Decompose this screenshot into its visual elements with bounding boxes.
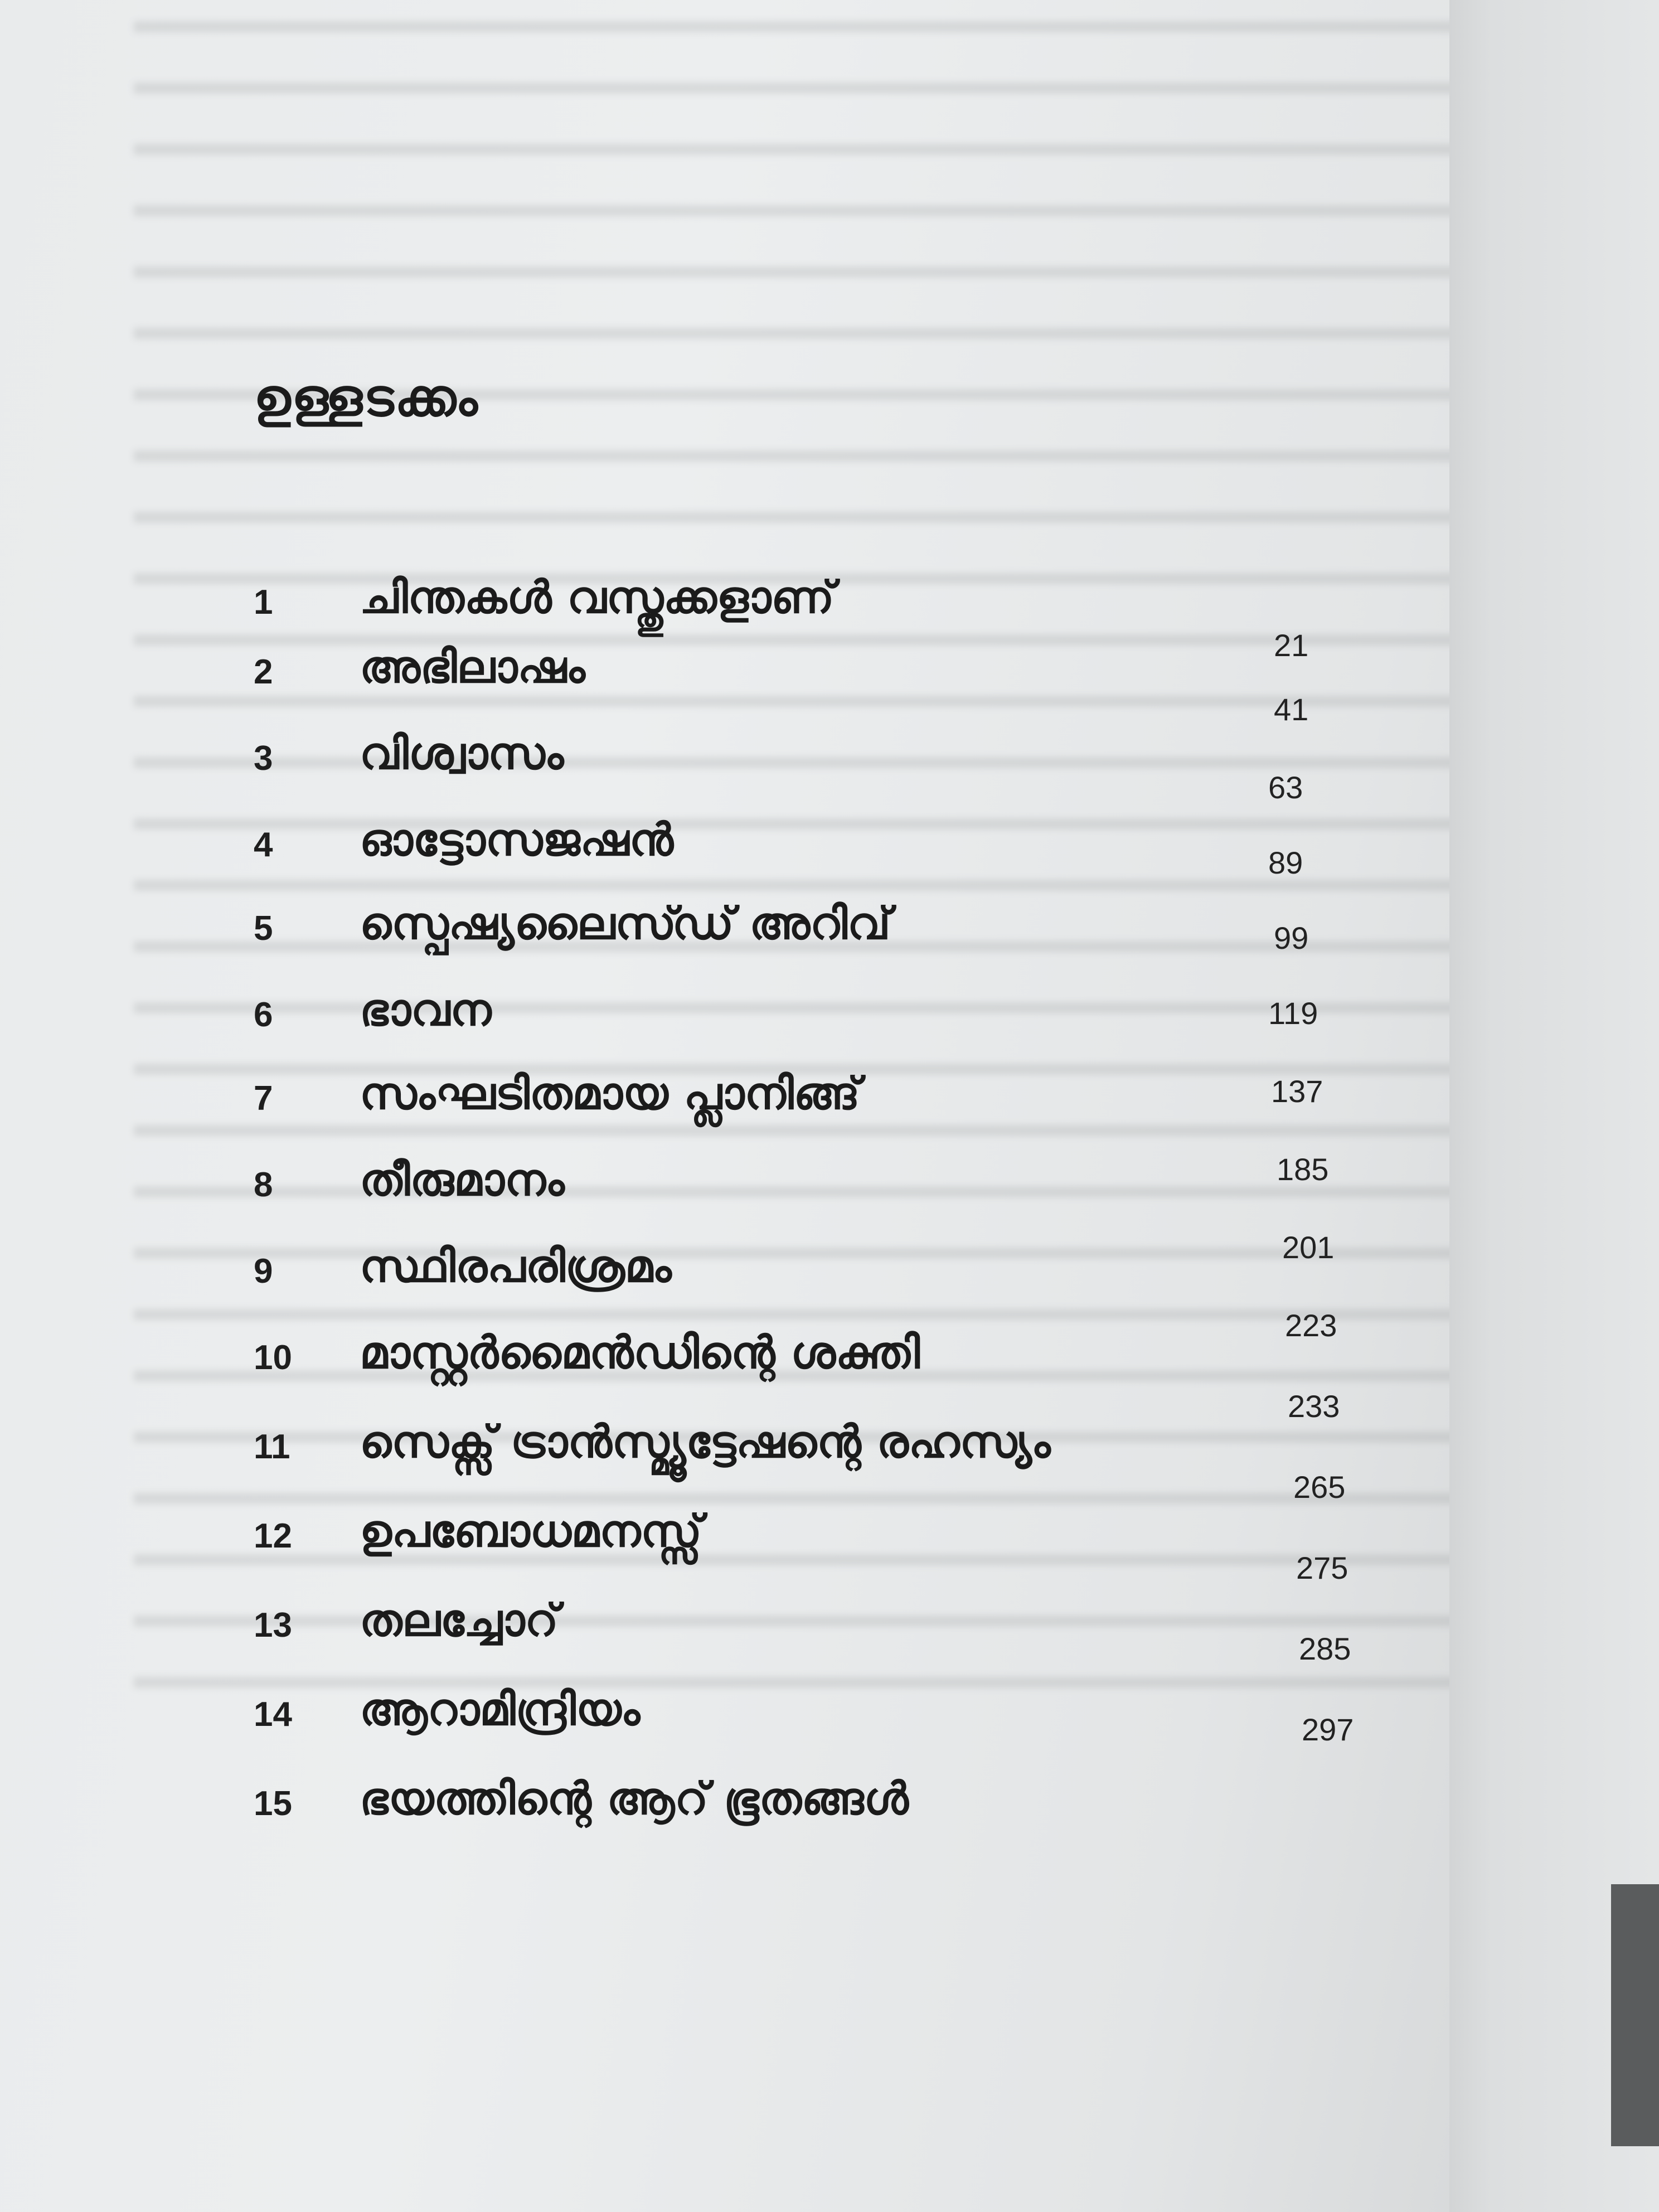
chapter-number: 6 [254, 996, 273, 1034]
toc-row [254, 984, 1313, 1056]
chapter-number: 7 [254, 1079, 273, 1118]
toc-row [254, 1416, 1313, 1488]
chapter-title: ഓട്ടോസജഷൻ [360, 814, 673, 866]
chapter-title: ഭയത്തിന്റെ ആറ് ഭൂതങ്ങൾ [360, 1773, 909, 1825]
chapter-title: വിശ്വാസം [360, 727, 564, 779]
page-number: 99 [1274, 920, 1309, 955]
page-number: 21 [1274, 628, 1309, 663]
page-number: 63 [1268, 770, 1303, 805]
chapter-title: അഭിലാഷം [360, 641, 585, 693]
toc-heading: ഉള്ളടക്കം [254, 368, 479, 428]
chapter-number: 11 [254, 1428, 290, 1466]
toc-row [254, 1068, 1313, 1140]
toc-row [254, 1773, 1313, 1845]
chapter-number: 15 [254, 1784, 292, 1823]
chapter-title: സ്ഥിരപരിശ്രമം [360, 1240, 672, 1292]
page-number: 297 [1302, 1712, 1354, 1747]
page-number: 265 [1293, 1469, 1346, 1505]
toc-row [254, 814, 1313, 886]
chapter-number: 9 [254, 1252, 273, 1291]
chapter-number: 4 [254, 826, 273, 864]
chapter-number: 12 [254, 1517, 292, 1555]
toc-row [254, 1240, 1313, 1313]
page-number: 201 [1282, 1230, 1335, 1265]
chapter-title: സ്പെഷ്യലൈസ്ഡ് അറിവ് [360, 898, 891, 949]
chapter-number: 10 [254, 1338, 292, 1377]
chapter-title: ഭാവന [360, 984, 492, 1036]
page-number: 119 [1268, 996, 1318, 1031]
chapter-number: 8 [254, 1166, 273, 1204]
chapter-title: ചിന്തകൾ വസ്തുക്കളാണ് [360, 571, 835, 623]
chapter-number: 14 [254, 1695, 292, 1734]
page-number: 137 [1271, 1074, 1323, 1109]
chapter-title: ഉപബോധമനസ്സ് [360, 1505, 702, 1557]
toc-row [254, 1684, 1313, 1756]
page-number: 41 [1274, 692, 1309, 727]
toc-row [254, 898, 1313, 970]
page-edge [1449, 0, 1659, 2212]
toc-row [254, 1505, 1313, 1578]
toc-row [254, 727, 1313, 800]
chapter-title: തീരുമാനം [360, 1154, 565, 1206]
chapter-title: സംഘടിതമായ പ്ലാനിങ്ങ് [360, 1068, 860, 1119]
chapter-number: 13 [254, 1606, 292, 1645]
page-number: 275 [1296, 1550, 1348, 1585]
page-number: 223 [1285, 1308, 1337, 1343]
page-number: 185 [1277, 1152, 1329, 1187]
page-number: 89 [1268, 845, 1303, 880]
chapter-number: 5 [254, 909, 273, 948]
chapter-title: തലച്ചോറ് [360, 1594, 559, 1646]
toc-row [254, 1594, 1313, 1667]
page-number: 233 [1288, 1389, 1340, 1424]
dark-edge-block [1611, 1884, 1659, 2146]
toc-row [254, 571, 1313, 644]
page-number: 285 [1299, 1631, 1351, 1666]
chapter-title: ആറാമിന്ദ്രിയം [360, 1684, 641, 1735]
chapter-title: മാസ്റ്റർമൈൻഡിന്റെ ശക്തി [360, 1327, 920, 1379]
chapter-title: സെക്സ് ട്രാൻസ്മ്യൂട്ടേഷന്റെ രഹസ്യം [360, 1416, 1051, 1468]
chapter-number: 2 [254, 653, 273, 691]
chapter-number: 1 [254, 583, 273, 622]
toc-row [254, 1327, 1313, 1399]
chapter-number: 3 [254, 739, 273, 778]
